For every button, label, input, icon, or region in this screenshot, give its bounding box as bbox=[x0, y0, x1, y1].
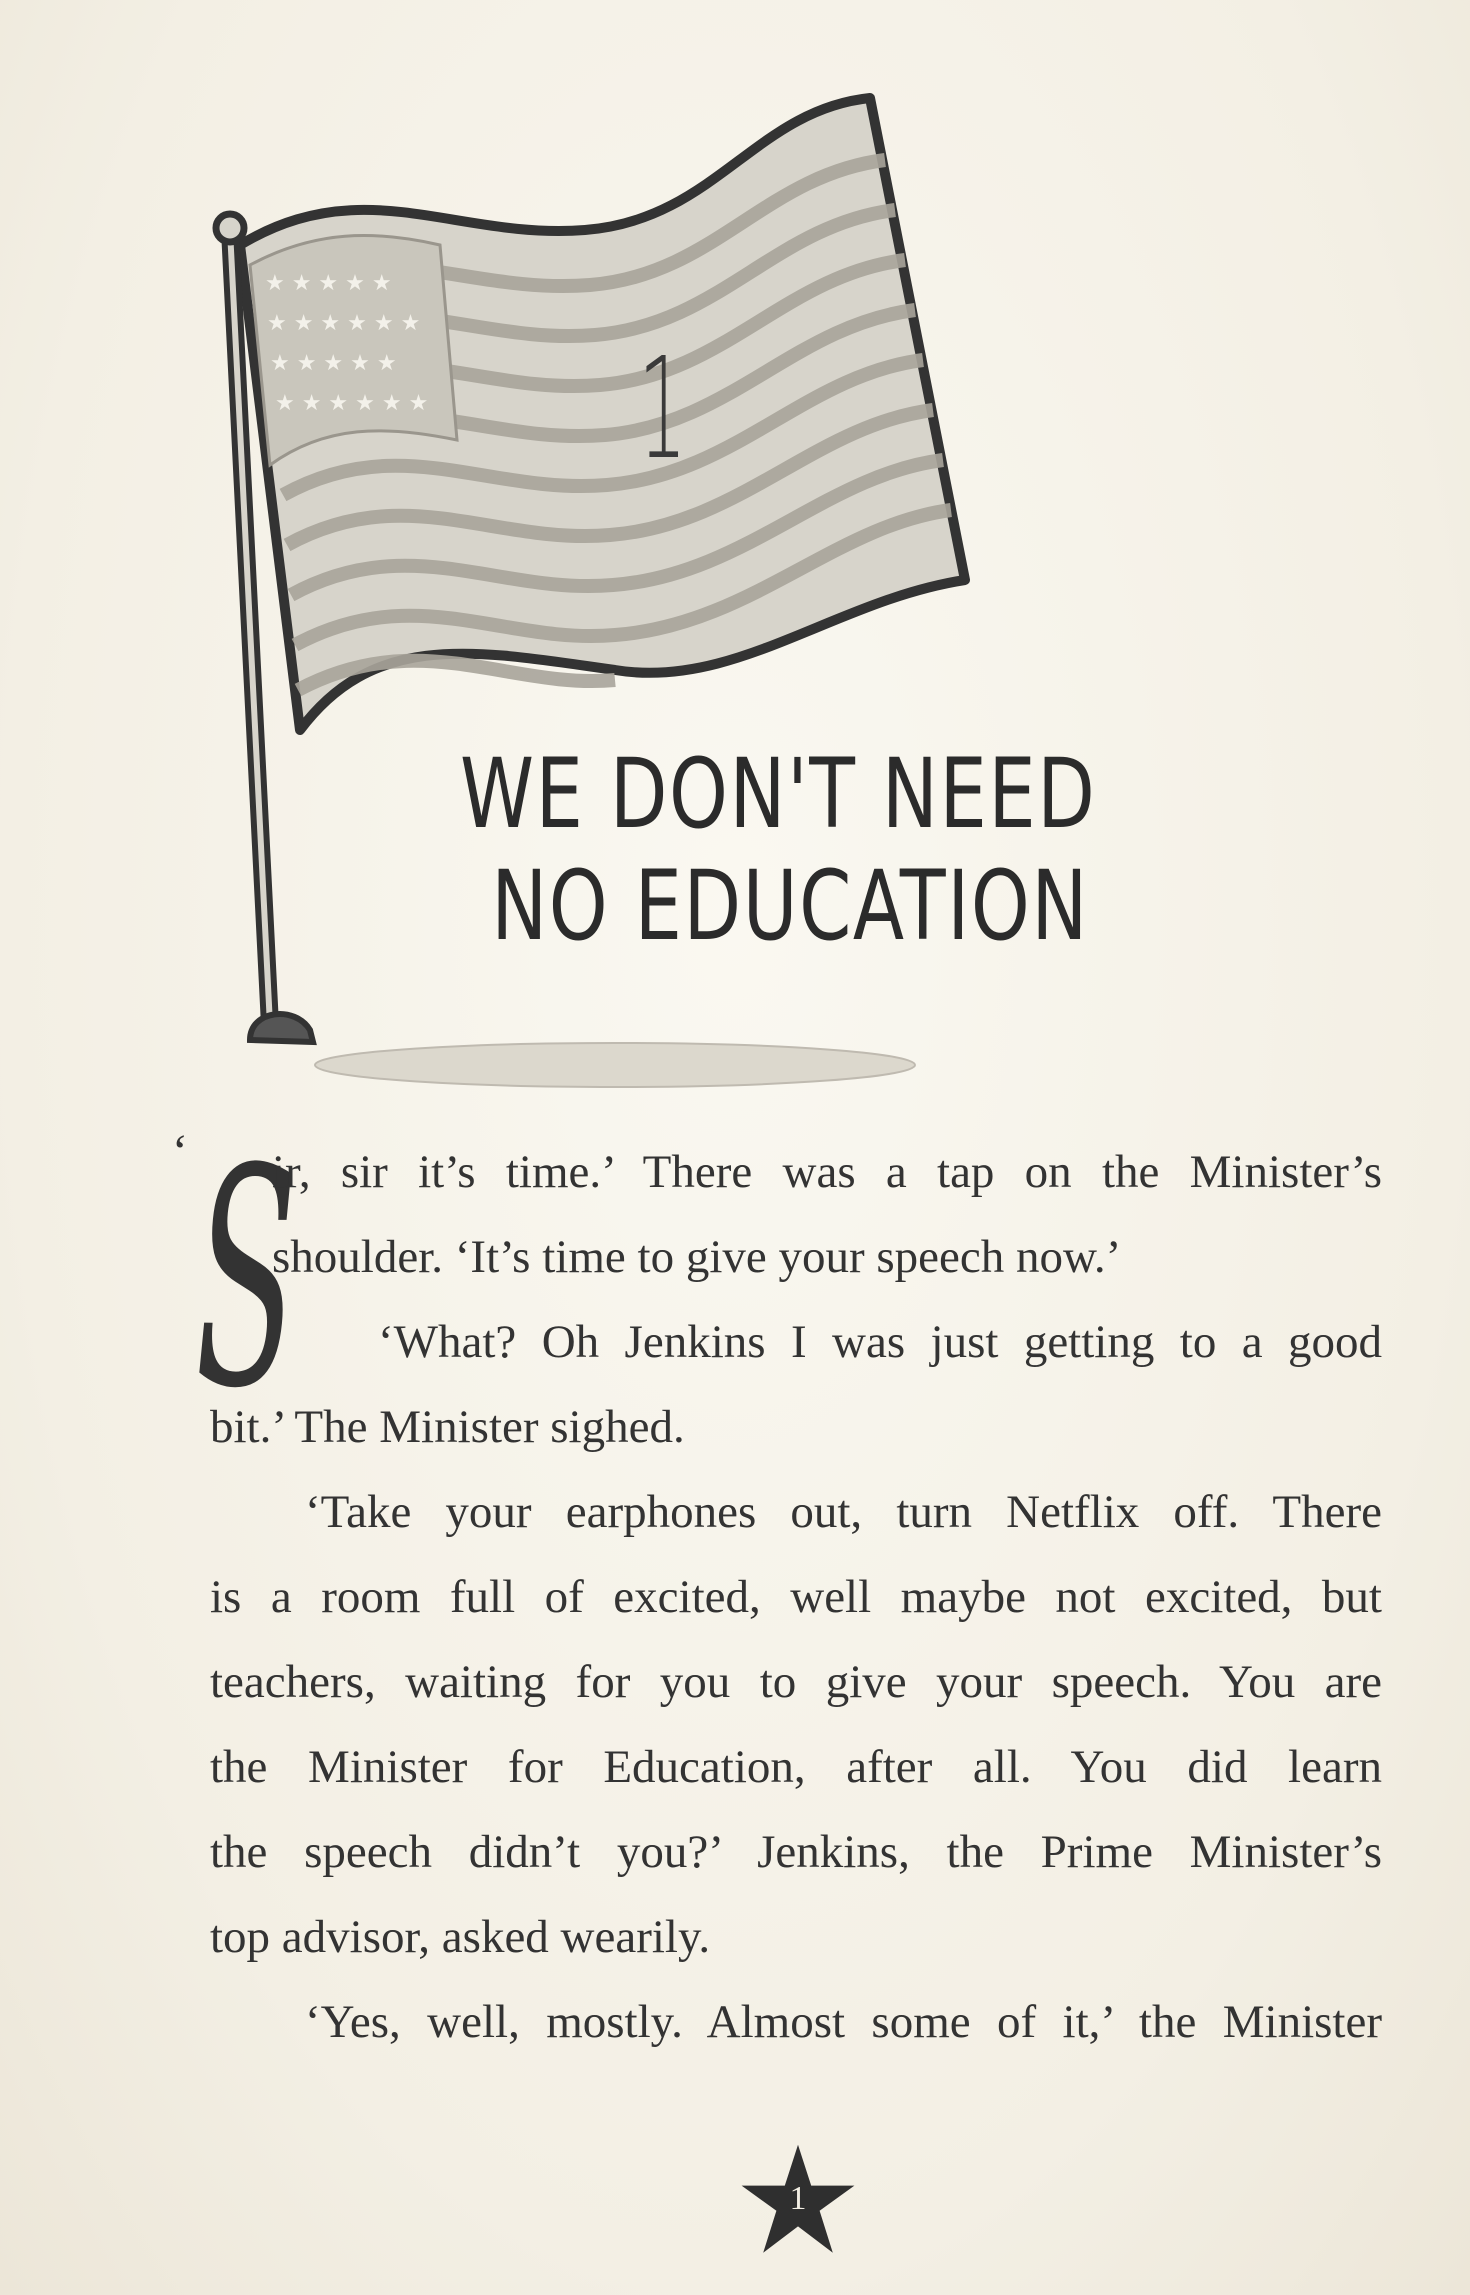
body-line: ‘What? Oh Jenkins I was just getting to a good bbox=[378, 1316, 1382, 1368]
svg-text:★ ★ ★ ★ ★: ★ ★ ★ ★ ★ bbox=[270, 351, 397, 376]
chapter-title-line-2: NO EDUCATION bbox=[491, 850, 1089, 962]
body-line: bit.’ The Minister sighed. bbox=[210, 1401, 685, 1453]
svg-text:★ ★ ★ ★ ★ ★: ★ ★ ★ ★ ★ ★ bbox=[267, 311, 421, 336]
body-line: ‘Take your earphones out, turn Netflix off. There bbox=[305, 1486, 1382, 1538]
body-line: the Minister for Education, after all. You did learn bbox=[210, 1741, 1382, 1793]
svg-text:★ ★ ★ ★ ★ ★: ★ ★ ★ ★ ★ ★ bbox=[275, 391, 429, 416]
chapter-title-line-1: WE DON'T NEED bbox=[460, 738, 1097, 850]
dropcap-quote: ‘ bbox=[172, 1125, 188, 1178]
body-line: is a room full of excited, well maybe not excited, but bbox=[210, 1571, 1382, 1623]
body-line: shoulder. ‘It’s time to give your speech now.’ bbox=[272, 1231, 1122, 1283]
dropcap-letter: S bbox=[195, 1105, 298, 1454]
svg-text:★ ★ ★ ★ ★: ★ ★ ★ ★ ★ bbox=[265, 271, 392, 296]
body-line: the speech didn’t you?’ Jenkins, the Prime Minister’s bbox=[210, 1826, 1382, 1878]
body-line: top advisor, asked wearily. bbox=[210, 1911, 711, 1963]
body-line: teachers, waiting for you to give your speech. You are bbox=[210, 1656, 1382, 1708]
body-line: ‘Yes, well, mostly. Almost some of it,’ the Minister bbox=[305, 1996, 1382, 2048]
page-number: 1 bbox=[789, 2180, 807, 2217]
body-line: ir, sir it’s time.’ There was a tap on the Minister’s bbox=[272, 1146, 1382, 1198]
chapter-title bbox=[460, 738, 1097, 962]
chapter-number: 1 bbox=[638, 328, 687, 491]
